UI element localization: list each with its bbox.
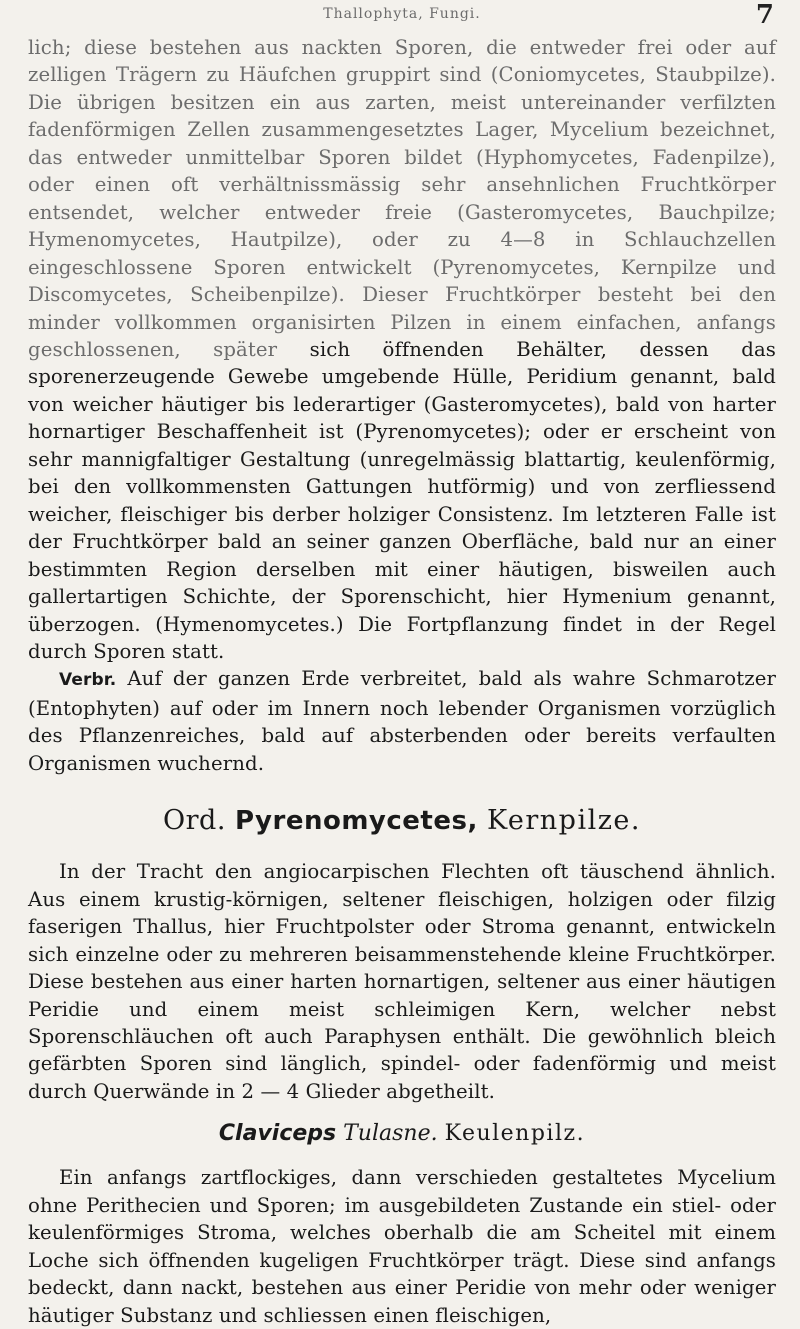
page-number: 7 [755, 0, 774, 30]
book-page [28, 0, 776, 1327]
claviceps-text: Ein anfangs zartflockiges, dann verschieden gestaltetes Mycelium ohne Perithecien und Sporen; im ausgebildeten Zustande ein stiel- oder keulenförmiges Stroma, welches oberhalb die am Scheitel mit einem Loche sich öffnenden kugeligen Fruchtkörper trägt. Diese sind anfangs bedeckt, dann nackt, bestehen aus einer Peridie von mehr oder weniger häutiger Substanz und schliessen einen fleischigen, [28, 1166, 776, 1327]
distribution-text: Auf der ganzen Erde verbreitet, bald als wahre Schmarotzer (Entophyten) auf oder im Innern noch lebender Organismen vorzüglich des Pflanzenreiches, bald auf absterbenden oder bereits verfaulten Organismen wuchernd. [28, 667, 776, 775]
order-label: Ord. [163, 805, 226, 837]
running-head [28, 0, 776, 34]
genus-name: Claviceps [218, 1121, 337, 1147]
paragraph-claviceps [28, 1164, 776, 1329]
distribution-label: Verbr. [59, 670, 117, 691]
pyrenomycetes-text: In der Tracht den angiocarpischen Flechten oft täuschend ähnlich. Aus einem krustig-körnigen, seltener fleischigen, holzigen oder filzig faserigen Thallus, hier Fruchtpolster oder Stroma genannt, entwickeln sich einzelne oder zu mehreren beisammenstehende kleine Fruchtkörper. Diese bestehen aus einer harten hornartigen, seltener aus einer häutigen Peridie und einem meist schleimigen Kern, welcher nebst Sporenschläuchen oft auch Paraphysen enthält. Die gewöhnlich bleich gefärbten Sporen sind länglich, spindel- oder fadenförmig und meist durch Querwände in 2 — 4 Glieder abgetheilt. [28, 860, 776, 1103]
genus-heading [28, 1121, 776, 1146]
genus-author: Tulasne. [343, 1121, 438, 1147]
running-title: Thallophyta, Fungi. [323, 6, 481, 22]
order-german-name: Kernpilze. [486, 805, 641, 837]
body-text: sich öffnenden Behälter, dessen das sporenerzeugende Gewebe umgebende Hülle, Peridium genannt, bald von weicher häutiger bis lederartiger (Gasteromycetes), bald von harter hornartiger Beschaffenheit ist (Pyrenomycetes); oder er erscheint von sehr mannigfaltiger Gestaltung (unregelmässig blattartig, keulenförmig, bei den vollkommensten Gattungen hutförmig) und von zerfliessend weicher, fleischiger bis derber holziger Consistenz. Im letzteren Falle ist der Fruchtkörper bald an seiner ganzen Oberfläche, bald nur an einer bestimmten Region derselben mit einer häutigen, bisweilen auch gallertartigen Schichte, der Sporenschicht, hier Hymenium genannt, überzogen. (Hymenomycetes.) Die Fortpflanzung findet in der Regel durch Sporen statt. [28, 337, 776, 663]
genus-german-name: Keulenpilz. [444, 1121, 586, 1147]
paragraph-fungi-description [28, 34, 776, 665]
order-name: Pyrenomycetes, [235, 806, 478, 837]
paragraph-distribution [28, 665, 776, 777]
section-heading [28, 805, 776, 836]
faded-text: lich; diese bestehen aus nackten Sporen, die entweder frei oder auf zelligen Trägern zu Häufchen gruppirt sind (Coniomycetes, Staubpilze). Die übrigen besitzen ein aus zarten, meist untereinander verfilzten fadenförmigen Zellen zusammengesetztes Lager, Mycelium bezeichnet, das entweder unmittelbar Sporen bildet (Hyphomycetes, Fadenpilze), oder einen oft verhältnissmässig sehr ansehnlichen Fruchtkörper entsendet, welcher entweder freie (Gasteromycetes, Bauchpilze; Hymenomycetes, Hautpilze), oder zu 4—8 in Schlauchzellen eingeschlossene Sporen entwickelt (Pyrenomycetes, Kernpilze und Discomycetes, Scheibenpilze). Dieser Fruchtkörper besteht bei den minder vollkommen organisirten Pilzen in einem einfachen, anfangs geschlossenen, später [28, 36, 776, 361]
paragraph-pyrenomycetes [28, 858, 776, 1105]
